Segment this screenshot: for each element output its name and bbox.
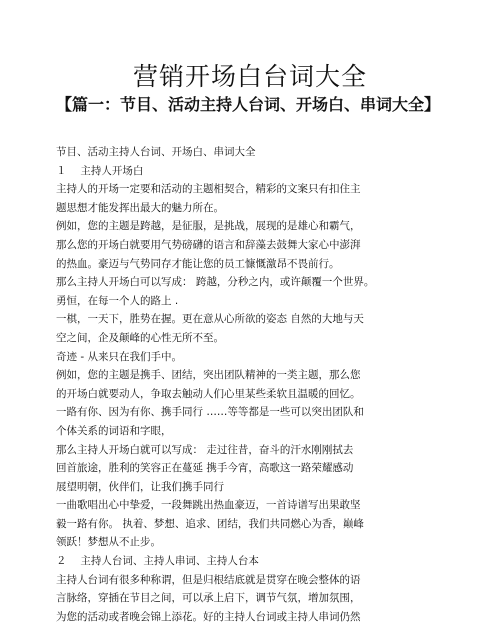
body-text-line: 的开场白就要动人，争取去触动人们心里某些柔软且温暖的回忆。 <box>56 387 361 400</box>
body-text-line: 题思想才能发挥出最大的魅力所在。 <box>56 201 224 214</box>
section-heading: 【篇一：节目、活动主持人台词、开场白、串词大全】 <box>56 95 441 114</box>
body-text-line: 展望明朝，伙伴们，让我们携手同行 <box>56 480 224 493</box>
body-text-line: 那么您的开场白就要用气势磅礴的语言和辞藻去鼓舞大家心中澎湃 <box>56 238 361 251</box>
body-text-line: 个体关系的词语和字眼， <box>56 424 172 437</box>
body-text-line: 一曲歌唱出心中挚爱，一段舞跳出热血豪迈，一首诗谱写出果敢坚 <box>56 499 361 512</box>
body-text-line: 一棋，一天下，胜势在握。更在意从心所欲的姿态 自然的大地与天 <box>56 313 364 326</box>
body-text-line: 奇迹 - 从来只在我们手中。 <box>56 350 182 363</box>
body-text-line: 那么主持人开场白可以写成： 跨越，分秒之内，或许颠覆一个世界。 <box>56 276 375 289</box>
body-text-line: １ 主持人开场白 <box>56 164 144 177</box>
body-text-line: 回首旅途，胜利的笑容正在蔓延 携手今宵，高歌这一路荣耀感动 <box>56 462 354 475</box>
body-text-line: 主持人台词有很多种称谓，但是归根结底就是贯穿在晚会整体的语 <box>56 573 361 586</box>
body-text-line: 那么主持人开场白就可以写成： 走过往昔，奋斗的汗水刚刚拭去 <box>56 443 354 456</box>
body-text-line: 毅一路有你。 执着、梦想、追求、团结，我们共同燃心为香，巅峰 <box>56 517 364 530</box>
body-text-line: 言脉络，穿插在节目之间，可以承上启下，调节气氛，增加氛围， <box>56 592 361 605</box>
body-text-line: 领跃！梦想从不止步。 <box>56 536 161 549</box>
body-text-line: 的热血。豪迈与气势同存才能让您的员工慷慨激昂不畏前行。 <box>56 257 340 270</box>
body-text-line: 例如，您的主题是跨越，是征服，是挑战，展现的是雄心和霸气， <box>56 220 361 233</box>
body-text-line: 例如，您的主题是携手、团结，突出团队精神的一类主题，那么您 <box>56 369 361 382</box>
document-title: 营销开场白台词大全 <box>132 62 367 91</box>
document-body <box>56 143 456 626</box>
body-text-line: 节目、活动主持人台词、开场白、串词大全 <box>56 146 256 158</box>
body-text-line: 主持人的开场一定要和活动的主题相契合，精彩的文案只有扣住主 <box>56 183 361 196</box>
body-text-line: 一路有你、因为有你、携手同行 ……等等都是一些可以突出团队和 <box>56 406 364 419</box>
body-text-line: ２ 主持人台词、主持人串词、主持人台本 <box>56 555 259 568</box>
body-text-line: 勇恒，在每一个人的路上 . <box>56 294 179 307</box>
body-text-line: 空之间，企及颠峰的心性无所不至。 <box>56 331 224 344</box>
body-text-line: 为您的活动或者晚会锦上添花。好的主持人台词或主持人串词仍然 <box>56 610 361 623</box>
